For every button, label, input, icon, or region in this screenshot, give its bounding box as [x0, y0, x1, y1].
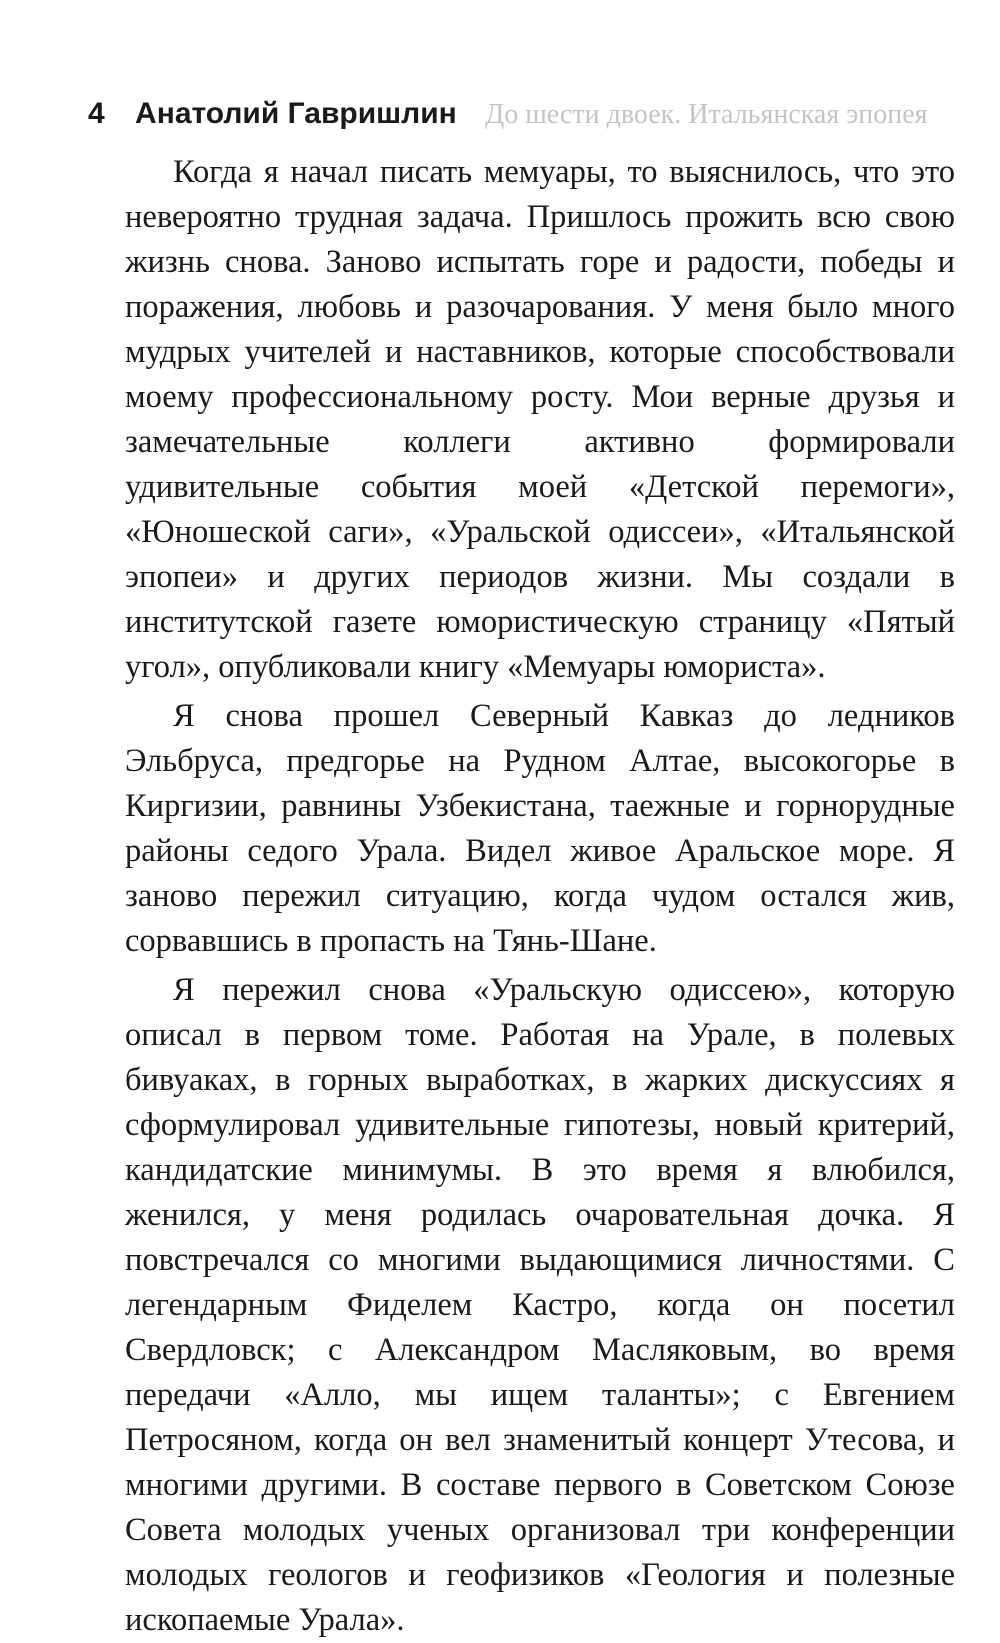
- book-title: До шести двоек. Итальянская эпопея: [485, 99, 928, 130]
- running-header: [88, 92, 968, 136]
- author-name: Анатолий Гавришлин: [135, 97, 457, 130]
- paragraph: Я снова прошел Северный Кавказ до ледников Эльбруса, предгорье на Рудном Алтае, высокогорье в Киргизии, равнины Узбекистана, таежные и горнорудные районы седого Урала. Видел живое Аральское море. Я заново пережил ситуацию, когда чудом остался жив, сорвавшись в пропасть на Тянь-Шане.: [125, 698, 955, 959]
- paragraph: Я пережил снова «Уральскую одиссею», которую описал в первом томе. Работая на Урале, в полевых бивуаках, в горных выработках, в жарких дискуссиях я сформулировал удивительные гипотезы, новый критерий, кандидатские минимумы. В это время я влюбился, женился, у меня родилась очаровательная дочка. Я повстречался со многими выдающимися личностями. С легендарным Фиделем Кастро, когда он посетил Свердловск; с Александром Масляковым, во время передачи «Алло, мы ищем таланты»; с Евгением Петросяном, когда он вел знаменитый концерт Утесова, и многими другими. В составе первого в Советском Союзе Совета молодых ученых организовал три конференции молодых геологов и геофизиков «Геология и полезные ископаемые Урала».: [125, 972, 955, 1638]
- page-number: 4: [88, 97, 105, 130]
- paragraph: Когда я начал писать мемуары, то выяснилось, что это невероятно трудная задача. Пришлось прожить всю свою жизнь снова. Заново испытать горе и радости, победы и поражения, любовь и разочарования. У меня было много мудрых учителей и наставников, которые способствовали моему профессиональному росту. Мои верные друзья и замечательные коллеги активно формировали удивительные события моей «Детской перемоги», «Юношеской саги», «Уральской одиссеи», «Итальянской эпопеи» и других периодов жизни. Мы создали в институтской газете юмористическую страницу «Пятый угол», опубликовали книгу «Мемуары юмориста».: [125, 154, 955, 685]
- body-text: [125, 150, 955, 1643]
